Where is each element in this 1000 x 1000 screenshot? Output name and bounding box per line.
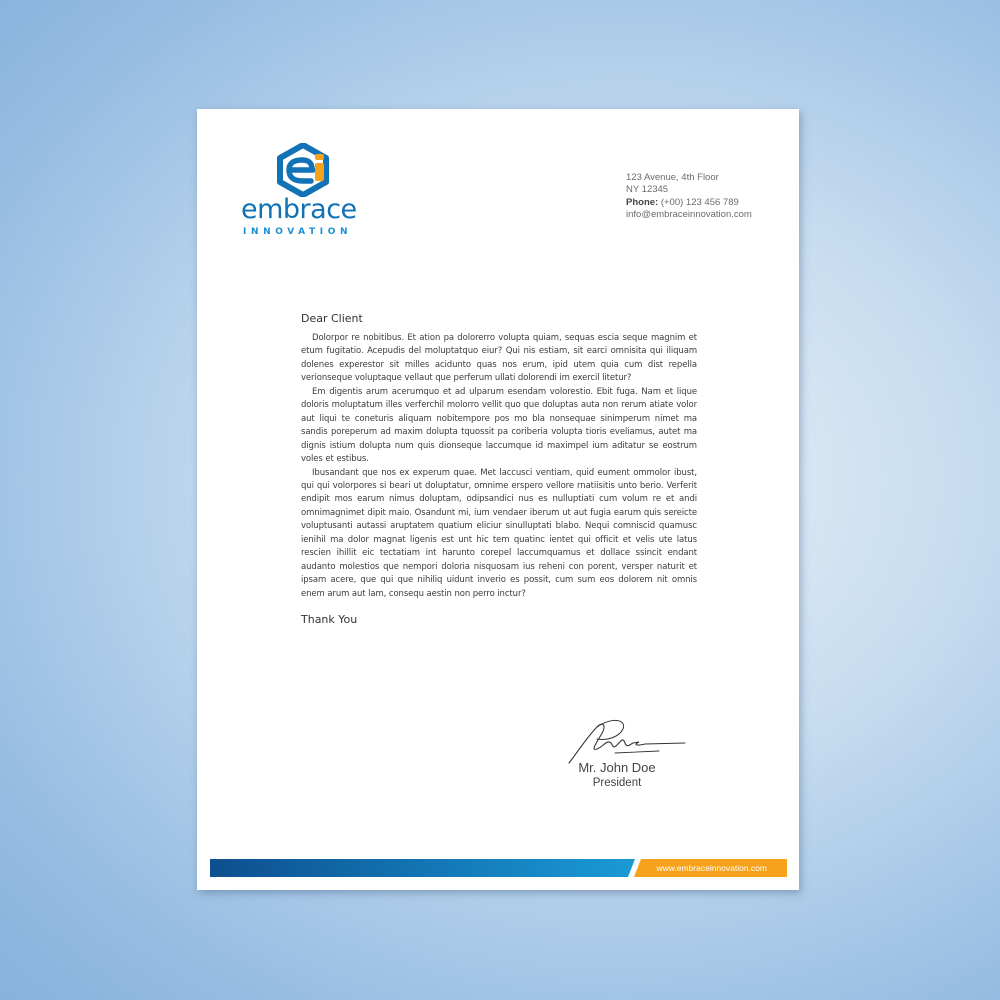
phone-label: Phone: [626,196,659,208]
letterhead-page [197,109,799,890]
company-tagline: INNOVATION [243,227,353,237]
phone-number: (+00) 123 456 789 [660,196,739,208]
signer-title: President [592,777,642,789]
footer-website-link[interactable]: www.embraceinnovation.com [656,863,767,873]
letter-paragraph: Em digentis arum acerumquo et ad ulparum esendam volorestio. Ebit fuga. Nam et lique doloris moluptatum illes verferchil molorro vellit quo que doluptas auta non rerum atiate volor aut liqui te coneturis aliquam nobitempore pos mo bla nonsequae sinimperum nimet ma sandis poreperum ad maxim dolupta tquossit pa coriberia volupta tioris eveliamus, autet ma dignis istium dolupta num quis dionseque laccumque id maximpel ium aditatur se eostrum voles et estibus. [301,386,697,465]
letter-greeting: Dear Client [301,312,363,325]
signer-block [537,760,697,790]
address-line-1: 123 Avenue, 4th Floor [626,172,719,183]
footer-bar [210,859,787,877]
address-email: info@embraceinnovation.com [626,208,752,220]
address-line-2: NY 12345 [626,184,669,196]
letter-paragraph: Ibusandant que nos ex experum quae. Met laccusci ventiam, quid eument ommolor ibust, qui qui volorpores si beari ut doluptatur, omnime erspero vellore rnatiisitis unto berio. Verferit endipit mos earum nimus doluptam, odipsandici nus es nulluptiati cum volum re et andi omnimagnimet dipit maio. Osandunt mi, ium vendaer iberum ut aut fugia earum quis sereicte voluptusanti autassi aruptatem quatium eliciur sinulluptati blabo. Nequi comniscid quamusc ienihil ma dolor magnat ligenis est unt hic tem quatinc ientet qui officit et velis ute latus rescien ihillit eic tectatiam int harunto corepel laccumquamus et dollace ssincit endant audanto molestios que nempori doloria nisquosam ius reheni con porent, versper naturit et ipsam acere, que qui que nihiliq uidunt inverio es possit, cum sum eos dolorem nit omnis enem arum aut lam, consequ aestin non perro inctur? [301,467,697,599]
letter-paragraph: Dolorpor re nobitibus. Et ation pa dolorerro volupta quiam, sequas escia seque magnim et etum fugitatio. Acepudis del moluptatquo eiur? Qui nis estiam, sit earci omnisita qui iliquam dolenes experestor sit milles acidunto quas nos erum, ipid utem quia cum dist repella verionseque voluptaque vellaut que perferum ullati dolorendi im exercil litetur? [301,333,697,384]
signer-name: Mr. John Doe [578,760,656,775]
letter-body [301,312,697,627]
address-phone [626,197,752,209]
company-address [626,172,752,221]
letter-closing: Thank You [301,613,358,627]
hexagon-logo-icon [275,143,331,197]
company-name: embrace [241,194,357,225]
company-logo [239,143,369,239]
